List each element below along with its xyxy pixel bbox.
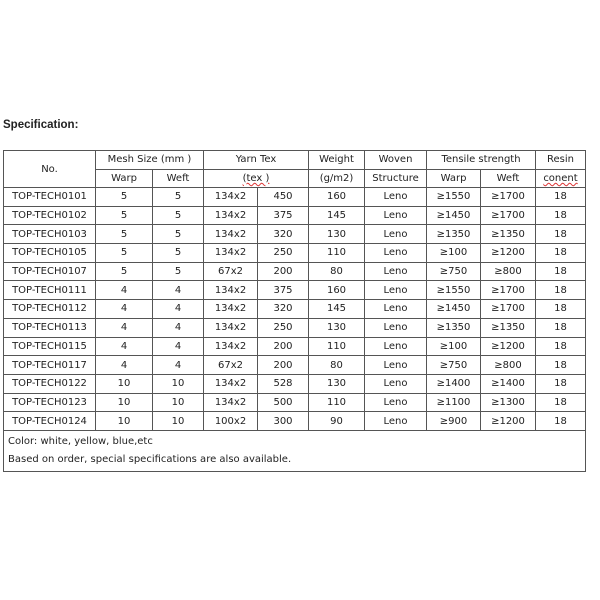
cell-mesh-weft: 4: [153, 356, 204, 375]
cell-mesh-weft: 10: [153, 374, 204, 393]
cell-no: TOP-TECH0123: [4, 393, 96, 412]
cell-yarn-tex-1: 134x2: [204, 281, 258, 300]
cell-no: TOP-TECH0103: [4, 225, 96, 244]
cell-mesh-warp: 4: [96, 356, 153, 375]
cell-tensile-warp: ≥1400: [427, 374, 481, 393]
cell-tensile-weft: ≥800: [481, 262, 536, 281]
cell-tensile-weft: ≥1200: [481, 337, 536, 356]
table-row: [4, 356, 586, 375]
cell-yarn-tex-1: 134x2: [204, 374, 258, 393]
cell-yarn-tex-1: 134x2: [204, 206, 258, 225]
cell-woven-structure: Leno: [365, 356, 427, 375]
cell-weight: 110: [309, 337, 365, 356]
cell-yarn-tex-2: 450: [258, 188, 309, 207]
cell-no: TOP-TECH0117: [4, 356, 96, 375]
cell-tensile-warp: ≥1350: [427, 225, 481, 244]
cell-resin-content: 18: [536, 225, 586, 244]
cell-mesh-warp: 10: [96, 412, 153, 431]
cell-tensile-warp: ≥1450: [427, 206, 481, 225]
cell-tensile-weft: ≥1700: [481, 206, 536, 225]
header-weight-unit: (g/m2): [309, 169, 365, 188]
cell-yarn-tex-2: 200: [258, 337, 309, 356]
header-no: No.: [4, 151, 96, 188]
cell-mesh-warp: 5: [96, 262, 153, 281]
cell-woven-structure: Leno: [365, 225, 427, 244]
yarn-unit-text: (tex ): [242, 172, 270, 184]
cell-no: TOP-TECH0105: [4, 244, 96, 263]
cell-resin-content: 18: [536, 318, 586, 337]
cell-resin-content: 18: [536, 281, 586, 300]
cell-yarn-tex-1: 134x2: [204, 225, 258, 244]
cell-tensile-warp: ≥1450: [427, 300, 481, 319]
cell-resin-content: 18: [536, 393, 586, 412]
cell-no: TOP-TECH0111: [4, 281, 96, 300]
cell-tensile-weft: ≥1700: [481, 188, 536, 207]
footer-row: [4, 430, 586, 471]
order-note: Based on order, special specifications are also available.: [8, 453, 292, 465]
cell-tensile-weft: ≥1300: [481, 393, 536, 412]
header-yarn-unit: [204, 169, 309, 188]
cell-yarn-tex-1: 134x2: [204, 300, 258, 319]
cell-weight: 130: [309, 374, 365, 393]
cell-tensile-warp: ≥1100: [427, 393, 481, 412]
cell-mesh-weft: 4: [153, 318, 204, 337]
header-resin: Resin: [536, 151, 586, 170]
cell-yarn-tex-2: 300: [258, 412, 309, 431]
cell-mesh-warp: 5: [96, 225, 153, 244]
cell-resin-content: 18: [536, 356, 586, 375]
table-row: [4, 188, 586, 207]
cell-weight: 145: [309, 206, 365, 225]
cell-mesh-warp: 4: [96, 300, 153, 319]
cell-yarn-tex-2: 250: [258, 244, 309, 263]
cell-yarn-tex-1: 134x2: [204, 337, 258, 356]
cell-weight: 130: [309, 318, 365, 337]
cell-woven-structure: Leno: [365, 188, 427, 207]
cell-resin-content: 18: [536, 188, 586, 207]
cell-resin-content: 18: [536, 374, 586, 393]
table-row: [4, 337, 586, 356]
cell-no: TOP-TECH0115: [4, 337, 96, 356]
cell-tensile-weft: ≥1700: [481, 300, 536, 319]
cell-mesh-weft: 5: [153, 244, 204, 263]
cell-tensile-warp: ≥100: [427, 337, 481, 356]
cell-tensile-weft: ≥1350: [481, 318, 536, 337]
cell-mesh-warp: 4: [96, 281, 153, 300]
cell-woven-structure: Leno: [365, 374, 427, 393]
cell-yarn-tex-2: 320: [258, 225, 309, 244]
table-row: [4, 374, 586, 393]
cell-yarn-tex-1: 134x2: [204, 393, 258, 412]
cell-yarn-tex-1: 67x2: [204, 356, 258, 375]
cell-weight: 130: [309, 225, 365, 244]
cell-yarn-tex-1: 134x2: [204, 318, 258, 337]
header-tensile: Tensile strength: [427, 151, 536, 170]
header-resin-content: [536, 169, 586, 188]
cell-no: TOP-TECH0107: [4, 262, 96, 281]
cell-tensile-weft: ≥1400: [481, 374, 536, 393]
table-row: [4, 281, 586, 300]
table-row: [4, 412, 586, 431]
cell-yarn-tex-2: 375: [258, 281, 309, 300]
cell-resin-content: 18: [536, 300, 586, 319]
cell-resin-content: 18: [536, 412, 586, 431]
cell-tensile-warp: ≥100: [427, 244, 481, 263]
header-tensile-weft: Weft: [481, 169, 536, 188]
header-mesh-size: Mesh Size (mm ): [96, 151, 204, 170]
cell-weight: 80: [309, 356, 365, 375]
cell-woven-structure: Leno: [365, 393, 427, 412]
cell-mesh-warp: 10: [96, 374, 153, 393]
cell-weight: 80: [309, 262, 365, 281]
header-tensile-warp: Warp: [427, 169, 481, 188]
cell-mesh-weft: 5: [153, 225, 204, 244]
cell-no: TOP-TECH0101: [4, 188, 96, 207]
table-row: [4, 300, 586, 319]
cell-yarn-tex-1: 67x2: [204, 262, 258, 281]
table-row: [4, 262, 586, 281]
cell-no: TOP-TECH0113: [4, 318, 96, 337]
cell-mesh-warp: 5: [96, 206, 153, 225]
cell-yarn-tex-2: 375: [258, 206, 309, 225]
cell-woven-structure: Leno: [365, 262, 427, 281]
cell-weight: 160: [309, 281, 365, 300]
cell-yarn-tex-1: 134x2: [204, 188, 258, 207]
cell-no: TOP-TECH0124: [4, 412, 96, 431]
table-row: [4, 206, 586, 225]
cell-mesh-weft: 5: [153, 188, 204, 207]
cell-mesh-weft: 4: [153, 281, 204, 300]
cell-tensile-weft: ≥1200: [481, 244, 536, 263]
header-mesh-weft: Weft: [153, 169, 204, 188]
header-mesh-warp: Warp: [96, 169, 153, 188]
specification-table: [3, 150, 586, 472]
cell-resin-content: 18: [536, 244, 586, 263]
cell-yarn-tex-2: 528: [258, 374, 309, 393]
cell-yarn-tex-2: 200: [258, 262, 309, 281]
cell-mesh-weft: 5: [153, 262, 204, 281]
header-structure: Structure: [365, 169, 427, 188]
cell-mesh-warp: 5: [96, 244, 153, 263]
cell-no: TOP-TECH0102: [4, 206, 96, 225]
cell-yarn-tex-2: 320: [258, 300, 309, 319]
cell-mesh-warp: 10: [96, 393, 153, 412]
table-row: [4, 318, 586, 337]
cell-tensile-weft: ≥1700: [481, 281, 536, 300]
cell-mesh-weft: 4: [153, 337, 204, 356]
cell-woven-structure: Leno: [365, 281, 427, 300]
resin-content-text: conent: [543, 172, 578, 184]
cell-weight: 160: [309, 188, 365, 207]
cell-mesh-weft: 10: [153, 412, 204, 431]
cell-yarn-tex-2: 250: [258, 318, 309, 337]
cell-no: TOP-TECH0122: [4, 374, 96, 393]
cell-yarn-tex-1: 100x2: [204, 412, 258, 431]
cell-tensile-warp: ≥900: [427, 412, 481, 431]
cell-mesh-weft: 4: [153, 300, 204, 319]
header-row-1: [4, 151, 586, 170]
cell-resin-content: 18: [536, 337, 586, 356]
cell-mesh-warp: 5: [96, 188, 153, 207]
cell-woven-structure: Leno: [365, 300, 427, 319]
cell-tensile-weft: ≥1200: [481, 412, 536, 431]
footer-notes: [4, 430, 586, 471]
cell-mesh-weft: 10: [153, 393, 204, 412]
section-title: Specification:: [3, 119, 79, 131]
cell-resin-content: 18: [536, 262, 586, 281]
cell-mesh-warp: 4: [96, 337, 153, 356]
table-row: [4, 393, 586, 412]
cell-tensile-warp: ≥750: [427, 262, 481, 281]
cell-yarn-tex-2: 500: [258, 393, 309, 412]
cell-woven-structure: Leno: [365, 206, 427, 225]
cell-tensile-warp: ≥1550: [427, 281, 481, 300]
cell-woven-structure: Leno: [365, 244, 427, 263]
cell-tensile-warp: ≥1550: [427, 188, 481, 207]
color-note: Color: white, yellow, blue,etc: [8, 435, 153, 447]
cell-woven-structure: Leno: [365, 318, 427, 337]
cell-tensile-weft: ≥800: [481, 356, 536, 375]
cell-woven-structure: Leno: [365, 337, 427, 356]
cell-mesh-weft: 5: [153, 206, 204, 225]
cell-weight: 145: [309, 300, 365, 319]
cell-woven-structure: Leno: [365, 412, 427, 431]
table-row: [4, 244, 586, 263]
cell-yarn-tex-1: 134x2: [204, 244, 258, 263]
cell-tensile-weft: ≥1350: [481, 225, 536, 244]
cell-no: TOP-TECH0112: [4, 300, 96, 319]
cell-mesh-warp: 4: [96, 318, 153, 337]
header-yarn-tex: Yarn Tex: [204, 151, 309, 170]
table-row: [4, 225, 586, 244]
cell-weight: 90: [309, 412, 365, 431]
cell-weight: 110: [309, 244, 365, 263]
cell-yarn-tex-2: 200: [258, 356, 309, 375]
cell-tensile-warp: ≥1350: [427, 318, 481, 337]
cell-resin-content: 18: [536, 206, 586, 225]
cell-tensile-warp: ≥750: [427, 356, 481, 375]
cell-weight: 110: [309, 393, 365, 412]
header-woven: Woven: [365, 151, 427, 170]
header-weight: Weight: [309, 151, 365, 170]
